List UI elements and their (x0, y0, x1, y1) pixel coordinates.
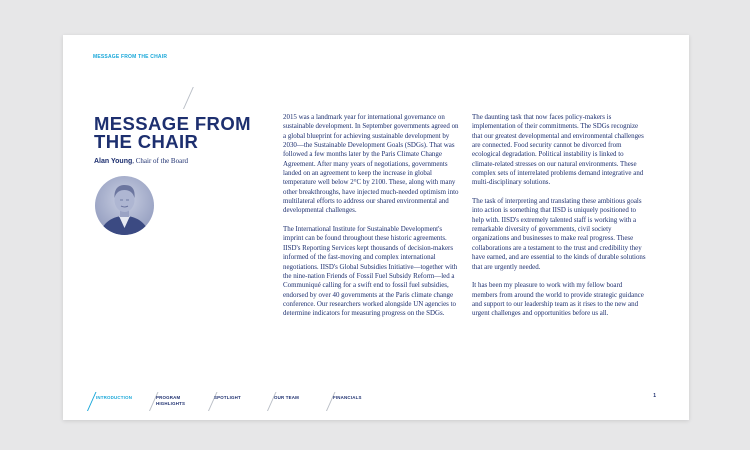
byline (94, 157, 188, 165)
body-column-left (283, 113, 459, 328)
paragraph: 2015 was a landmark year for international governance on sustainable development. In September governments agreed on a global blueprint for achieving sustainable development by 2030—the Sustainable Development Goals (SDGs). That was followed a few months later by the Paris Climate Change Agreement. After many years of negotiations, governments landed on an agreement to keep the increase in global temperature well below 2°C by 2100. These, along with many other breakthroughs, have injected much-needed optimism into multilateral efforts to address our shared environmental and developmental challenges. (283, 113, 459, 215)
byline-name: Alan Young (94, 158, 133, 165)
paragraph: The daunting task that now faces policy-makers is implementation of their commitments. The SDGs recognize that our greatest developmental and environmental challenges are connected. Food security cannot be divorced from ecological degradation. Political instability is linked to climate-related stresses on our natural environments. These complex sets of interrelated problems demand integrative and multi-disciplinary solutions. (472, 113, 644, 187)
paragraph: The International Institute for Sustainable Development's imprint can be found throughout these historic agreements. IISD's Reporting Services kept thousands of decision-makers informed of the fast-moving and complex international negotiations. IISD's Global Subsidies Initiative—together with the nine-nation Friends of Fossil Fuel Subsidy Reform—led a Communiqué calling for a swift end to fossil fuel subsidies, endorsed by over 40 governments at the Paris climate change conference. Our researchers worked alongside UN agencies to determine indicators for measuring progress on the SDGs. (283, 225, 458, 318)
nav-item-financials[interactable]: FINANCIALS (333, 395, 362, 400)
nav-item-spotlight[interactable]: SPOTLIGHT (214, 395, 241, 400)
chair-portrait (95, 176, 154, 235)
byline-role: , Chair of the Board (132, 157, 189, 165)
portrait-image (95, 176, 154, 235)
nav-item-introduction[interactable]: INTRODUCTION (96, 395, 133, 400)
nav-item-program-highlights[interactable]: PROGRAM HIGHLIGHTS (156, 395, 186, 406)
section-label: MESSAGE FROM THE CHAIR (93, 54, 168, 60)
report-page (63, 35, 689, 420)
body-column-right (472, 113, 648, 328)
page-title: MESSAGE FROM THE CHAIR (94, 113, 251, 152)
paragraph: The task of interpreting and translating these ambitious goals into action is something that IISD is uniquely positioned to help with. IISD's extremely talented staff is working with a remarkable diversity of governments, civil society organizations and businesses to make real progress. These collaborations are a testament to the trust and credibility they have earned, and are essential to the kinds of durable solutions that are urgently needed. (472, 197, 646, 271)
paragraph: It has been my pleasure to work with my fellow board members from around the world to provide strategic guidance and support to our leadership team as it rises to the new and urgent challenges and opportunities before us all. (472, 281, 644, 318)
title-divider-slash (183, 87, 194, 109)
nav-item-our-team[interactable]: OUR TEAM (274, 395, 300, 400)
bottom-navigation (63, 390, 689, 418)
page-number: 1 (653, 393, 656, 399)
